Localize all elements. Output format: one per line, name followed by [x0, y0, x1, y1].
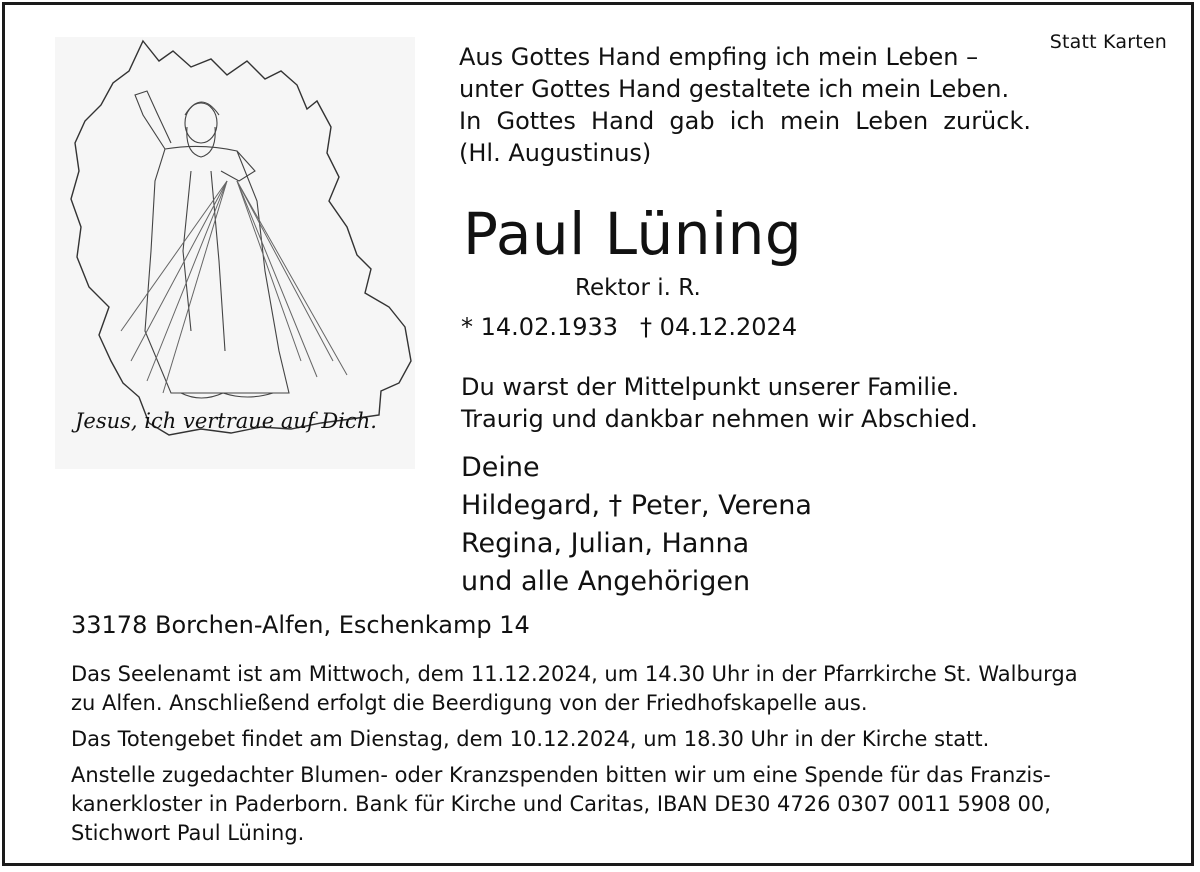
notice-line: Anstelle zugedachter Blumen- oder Kranzspenden bitten wir um eine Spende für das Franzis-: [71, 763, 1051, 787]
notices: [71, 660, 1147, 855]
family-signature: [461, 449, 812, 601]
obituary-card: [2, 2, 1194, 866]
address: 33178 Borchen-Alfen, Eschenkamp 14: [71, 611, 530, 639]
notice-line: Stichwort Paul Lüning.: [71, 821, 305, 845]
family-line: und alle Angehörigen: [461, 566, 751, 597]
requiem-notice: [71, 660, 1147, 718]
poem-attribution: (Hl. Augustinus): [459, 139, 652, 167]
deceased-title: Rektor i. R.: [575, 275, 701, 301]
death-date: † 04.12.2024: [640, 313, 798, 341]
deceased-name: Paul Lüning: [463, 200, 803, 268]
farewell-line: Du warst der Mittelpunkt unserer Familie.: [461, 373, 960, 401]
family-line: Deine: [461, 452, 540, 483]
poem-line: In Gottes Hand gab ich mein Leben zurück.: [459, 107, 1031, 135]
germany-map-jesus-drawing: [51, 31, 419, 471]
farewell-line: Traurig und dankbar nehmen wir Abschied.: [461, 405, 978, 433]
image-caption: Jesus, ich vertraue auf Dich.: [75, 409, 377, 433]
jesus-illustration: [51, 31, 419, 471]
notice-line: Das Totengebet findet am Dienstag, dem 10.12.2024, um 18.30 Uhr in der Kirche statt.: [71, 727, 990, 751]
birth-date: * 14.02.1933: [461, 313, 619, 341]
statt-karten-label: Statt Karten: [1049, 31, 1167, 53]
farewell-text: [461, 371, 978, 435]
notice-line: Das Seelenamt ist am Mittwoch, dem 11.12.2024, um 14.30 Uhr in der Pfarrkirche St. Walburga: [71, 662, 1078, 686]
poem: [459, 41, 1031, 169]
prayer-notice: [71, 725, 1147, 754]
family-line: Regina, Julian, Hanna: [461, 528, 750, 559]
notice-line: kanerkloster in Paderborn. Bank für Kirche und Caritas, IBAN DE30 4726 0307 0011 5908 00,: [71, 792, 1051, 816]
poem-line: Aus Gottes Hand empfing ich mein Leben –: [459, 43, 979, 71]
poem-line: unter Gottes Hand gestaltete ich mein Leben.: [459, 75, 1010, 103]
life-dates: [461, 313, 797, 341]
notice-line: zu Alfen. Anschließend erfolgt die Beerdigung von der Friedhofskapelle aus.: [71, 691, 868, 715]
donation-notice: [71, 761, 1147, 848]
family-line: Hildegard, † Peter, Verena: [461, 490, 812, 521]
